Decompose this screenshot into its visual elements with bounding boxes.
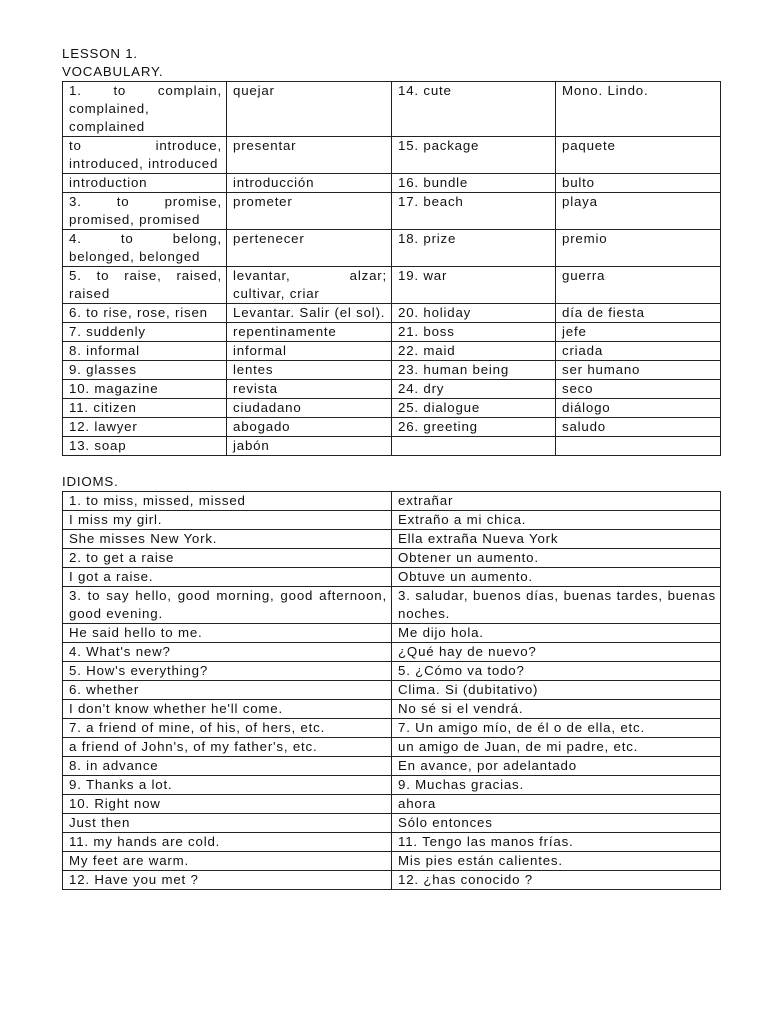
vocab-english-term: 15. package	[392, 137, 556, 174]
idiom-row	[63, 814, 721, 833]
idiom-spanish: Clima. Si (dubitativo)	[392, 681, 721, 700]
idiom-spanish: ahora	[392, 795, 721, 814]
document-page	[62, 45, 720, 890]
idiom-row	[63, 549, 721, 568]
idiom-spanish: 5. ¿Cómo va todo?	[392, 662, 721, 681]
idiom-row	[63, 757, 721, 776]
vocab-row	[63, 342, 721, 361]
vocab-spanish-translation: jabón	[227, 437, 392, 456]
vocab-spanish-translation: introducción	[227, 174, 392, 193]
vocab-spanish-translation: lentes	[227, 361, 392, 380]
vocab-spanish-translation: ciudadano	[227, 399, 392, 418]
vocab-spanish-translation: informal	[227, 342, 392, 361]
idiom-spanish: 7. Un amigo mío, de él o de ella, etc.	[392, 719, 721, 738]
vocab-spanish-translation: paquete	[556, 137, 721, 174]
vocab-english-term: 11. citizen	[63, 399, 227, 418]
vocab-english-term: 13. soap	[63, 437, 227, 456]
vocab-english-term: 16. bundle	[392, 174, 556, 193]
idiom-english: She misses New York.	[63, 530, 392, 549]
vocab-english-term: 19. war	[392, 267, 556, 304]
vocab-spanish-translation: guerra	[556, 267, 721, 304]
vocab-spanish-translation: Mono. Lindo.	[556, 82, 721, 137]
vocabulary-heading: VOCABULARY.	[62, 64, 164, 79]
vocab-english-term: 18. prize	[392, 230, 556, 267]
idiom-english: Just then	[63, 814, 392, 833]
idiom-english: 5. How's everything?	[63, 662, 392, 681]
idiom-english: 12. Have you met ?	[63, 871, 392, 890]
idiom-english: 3. to say hello, good morning, good afternoon, good evening.	[63, 587, 392, 624]
vocab-spanish-translation: abogado	[227, 418, 392, 437]
idiom-row	[63, 662, 721, 681]
idiom-spanish: Me dijo hola.	[392, 624, 721, 643]
vocab-spanish-translation: pertenecer	[227, 230, 392, 267]
vocab-english-term: 22. maid	[392, 342, 556, 361]
idiom-row	[63, 852, 721, 871]
idiom-row	[63, 530, 721, 549]
vocab-spanish-translation: día de fiesta	[556, 304, 721, 323]
vocab-spanish-translation: prometer	[227, 193, 392, 230]
vocab-row	[63, 193, 721, 230]
vocab-spanish-translation: saludo	[556, 418, 721, 437]
idiom-row	[63, 700, 721, 719]
vocab-english-term: 17. beach	[392, 193, 556, 230]
vocab-spanish-translation: repentinamente	[227, 323, 392, 342]
vocab-english-term: 25. dialogue	[392, 399, 556, 418]
vocab-row	[63, 323, 721, 342]
vocab-english-term: 10. magazine	[63, 380, 227, 399]
idiom-english: 9. Thanks a lot.	[63, 776, 392, 795]
vocab-row	[63, 437, 721, 456]
idiom-row	[63, 643, 721, 662]
idiom-spanish: 9. Muchas gracias.	[392, 776, 721, 795]
vocab-english-term: 8. informal	[63, 342, 227, 361]
idiom-english: 8. in advance	[63, 757, 392, 776]
idiom-english: 2. to get a raise	[63, 549, 392, 568]
idiom-english: My feet are warm.	[63, 852, 392, 871]
vocab-row	[63, 230, 721, 267]
vocab-english-term: 24. dry	[392, 380, 556, 399]
idiom-english: 11. my hands are cold.	[63, 833, 392, 852]
idiom-english: 6. whether	[63, 681, 392, 700]
idiom-english: I got a raise.	[63, 568, 392, 587]
vocab-english-term: 26. greeting	[392, 418, 556, 437]
idiom-english: 4. What's new?	[63, 643, 392, 662]
idiom-english: 7. a friend of mine, of his, of hers, etc.	[63, 719, 392, 738]
idiom-spanish: Ella extraña Nueva York	[392, 530, 721, 549]
vocab-spanish-translation: levantar, alzar; cultivar, criar	[227, 267, 392, 304]
vocab-english-term: 14. cute	[392, 82, 556, 137]
vocab-english-term: 12. lawyer	[63, 418, 227, 437]
idiom-row	[63, 719, 721, 738]
vocab-english-term: 7. suddenly	[63, 323, 227, 342]
idiom-row	[63, 833, 721, 852]
vocab-english-term: 1. to complain, complained, complained	[63, 82, 227, 137]
vocab-row	[63, 82, 721, 137]
vocab-row	[63, 380, 721, 399]
vocab-english-term: 23. human being	[392, 361, 556, 380]
idiom-row	[63, 776, 721, 795]
vocab-english-term: 21. boss	[392, 323, 556, 342]
idiom-row	[63, 587, 721, 624]
vocab-spanish-translation: criada	[556, 342, 721, 361]
vocab-row	[63, 361, 721, 380]
vocab-english-term: 20. holiday	[392, 304, 556, 323]
idiom-spanish: Mis pies están calientes.	[392, 852, 721, 871]
vocab-spanish-translation: bulto	[556, 174, 721, 193]
idiom-row	[63, 492, 721, 511]
idiom-spanish: En avance, por adelantado	[392, 757, 721, 776]
vocab-spanish-translation	[556, 437, 721, 456]
idiom-spanish: 12. ¿has conocido ?	[392, 871, 721, 890]
vocabulary-table	[62, 81, 721, 456]
idiom-english: I don't know whether he'll come.	[63, 700, 392, 719]
idiom-row	[63, 511, 721, 530]
idiom-spanish: un amigo de Juan, de mi padre, etc.	[392, 738, 721, 757]
idiom-spanish: No sé si el vendrá.	[392, 700, 721, 719]
vocab-row	[63, 267, 721, 304]
idiom-english: I miss my girl.	[63, 511, 392, 530]
vocab-english-term: 5. to raise, raised, raised	[63, 267, 227, 304]
idiom-spanish: extrañar	[392, 492, 721, 511]
idiom-spanish: 11. Tengo las manos frías.	[392, 833, 721, 852]
vocab-spanish-translation: jefe	[556, 323, 721, 342]
vocab-spanish-translation: premio	[556, 230, 721, 267]
idiom-spanish: ¿Qué hay de nuevo?	[392, 643, 721, 662]
vocab-spanish-translation: playa	[556, 193, 721, 230]
idiom-english: He said hello to me.	[63, 624, 392, 643]
vocab-spanish-translation: quejar	[227, 82, 392, 137]
idioms-table	[62, 491, 721, 890]
vocab-spanish-translation: ser humano	[556, 361, 721, 380]
idiom-row	[63, 568, 721, 587]
vocab-spanish-translation: seco	[556, 380, 721, 399]
vocab-spanish-translation: diálogo	[556, 399, 721, 418]
vocab-english-term	[392, 437, 556, 456]
vocab-row	[63, 418, 721, 437]
idiom-row	[63, 624, 721, 643]
vocab-english-term: introduction	[63, 174, 227, 193]
idiom-english: 1. to miss, missed, missed	[63, 492, 392, 511]
idiom-spanish: 3. saludar, buenos días, buenas tardes, buenas noches.	[392, 587, 721, 624]
idiom-row	[63, 871, 721, 890]
vocab-english-term: 4. to belong, belonged, belonged	[63, 230, 227, 267]
idiom-spanish: Extraño a mi chica.	[392, 511, 721, 530]
idiom-row	[63, 681, 721, 700]
vocab-english-term: to introduce, introduced, introduced	[63, 137, 227, 174]
idiom-spanish: Obtener un aumento.	[392, 549, 721, 568]
idiom-english: 10. Right now	[63, 795, 392, 814]
vocab-spanish-translation: presentar	[227, 137, 392, 174]
idiom-row	[63, 738, 721, 757]
vocab-row	[63, 174, 721, 193]
vocab-english-term: 6. to rise, rose, risen	[63, 304, 227, 323]
vocab-spanish-translation: revista	[227, 380, 392, 399]
vocab-row	[63, 137, 721, 174]
vocab-row	[63, 304, 721, 323]
idiom-spanish: Obtuve un aumento.	[392, 568, 721, 587]
lesson-title: LESSON 1.	[62, 46, 138, 61]
vocab-spanish-translation: Levantar. Salir (el sol).	[227, 304, 392, 323]
vocab-english-term: 3. to promise, promised, promised	[63, 193, 227, 230]
idioms-heading: IDIOMS.	[62, 474, 119, 489]
vocab-row	[63, 399, 721, 418]
idiom-english: a friend of John's, of my father's, etc.	[63, 738, 392, 757]
idiom-spanish: Sólo entonces	[392, 814, 721, 833]
idiom-row	[63, 795, 721, 814]
vocab-english-term: 9. glasses	[63, 361, 227, 380]
